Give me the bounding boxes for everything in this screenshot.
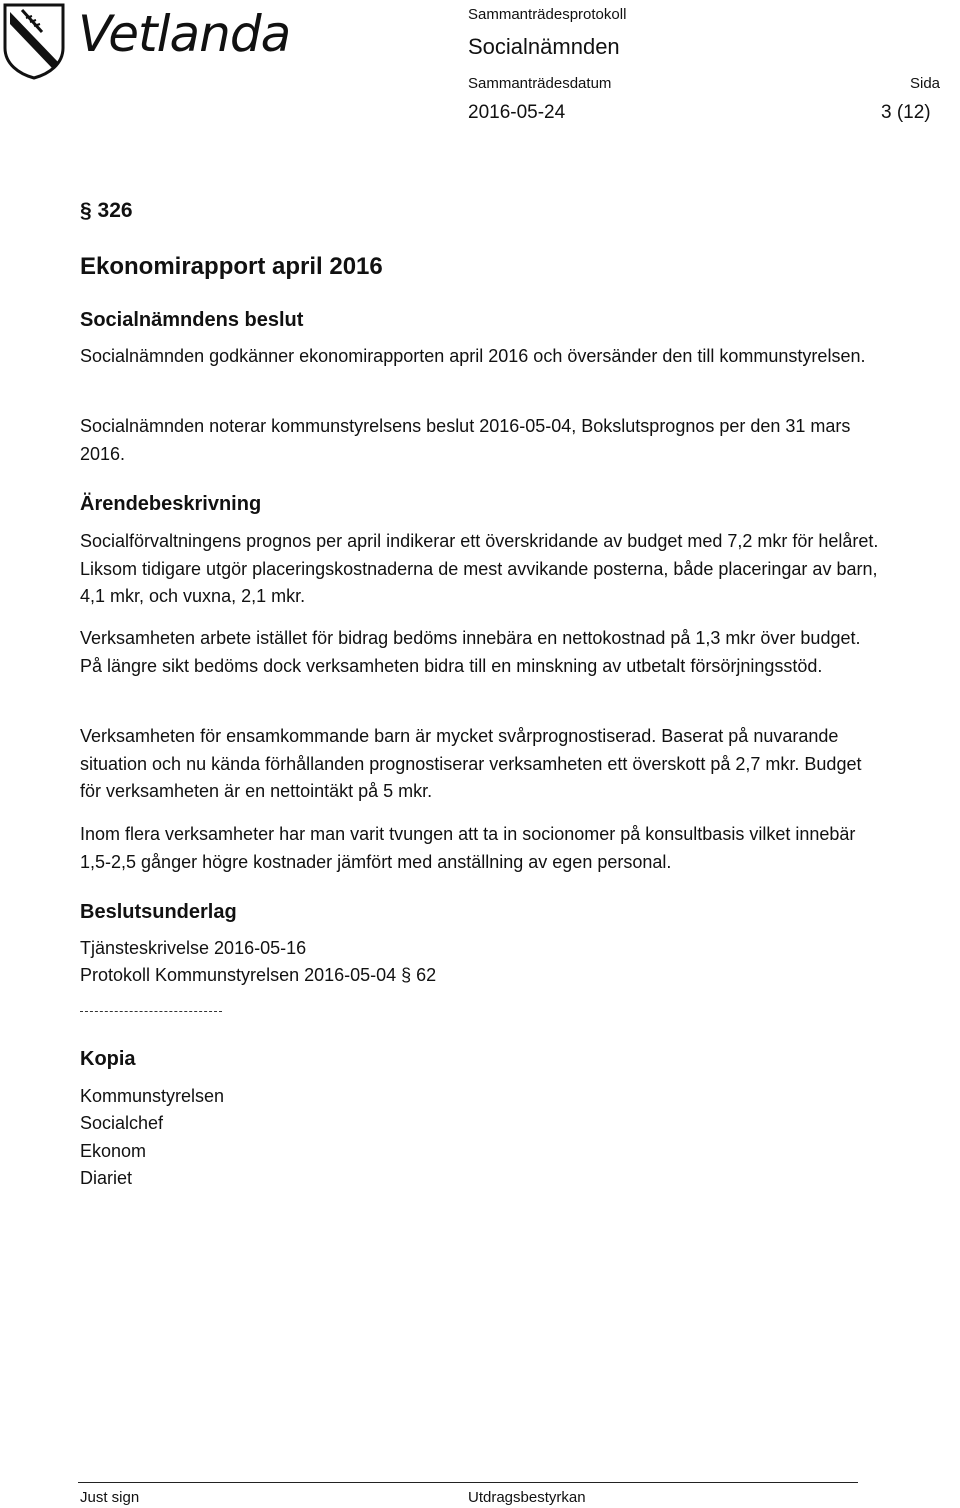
description-paragraph: Verksamheten för ensamkommande barn är mycket svårprognostiserad. Baserat på nuvarande situation och nu kända förhållanden prognostiserar verksamheten ett överskott på 2,7 mkr. Budget för verksamheten är en nettointäkt på 5 mkr.	[80, 726, 862, 801]
divider	[80, 1011, 222, 1012]
extract-label: Utdragsbestyrkan	[468, 1489, 586, 1506]
page-title: Ekonomirapport april 2016	[80, 253, 383, 280]
committee-name: Socialnämnden	[468, 34, 620, 59]
decision-paragraph: Socialnämnden noterar kommunstyrelsens beslut 2016-05-04, Bokslutsprognos per den 31 mars 2016.	[80, 416, 851, 464]
footer-rule	[78, 1482, 858, 1483]
copy-recipient: Diariet	[80, 1168, 133, 1188]
basis-item: Tjänsteskrivelse 2016-05-16	[80, 938, 307, 958]
description-paragraph: Verksamheten arbete istället för bidrag bedöms innebära en nettokostnad på 1,3 mkr över budget. På längre sikt bedöms dock verksamheten bidra till en minskning av utbetalt försörjningsstöd.	[80, 628, 861, 676]
date-label: Sammanträdesdatum	[468, 75, 612, 92]
basis-item: Protokoll Kommunstyrelsen 2016-05-04 § 62	[80, 965, 437, 985]
page-label: Sida	[910, 75, 941, 92]
copy-recipient: Kommunstyrelsen	[80, 1086, 225, 1106]
decision-heading: Socialnämndens beslut	[80, 309, 304, 331]
decision-paragraph: Socialnämnden godkänner ekonomirapporten april 2016 och översänder den till kommunstyrelsen.	[80, 346, 866, 366]
description-paragraph: Socialförvaltningens prognos per april indikerar ett överskridande av budget med 7,2 mkr för helåret. Liksom tidigare utgör placeringskostnaderna de mest avvikande posterna, både placeringar av barn, 4,1 mkr, och vuxna, 2,1 mkr.	[80, 531, 879, 606]
coat-of-arms-icon	[2, 2, 66, 80]
description-paragraph: Inom flera verksamheter har man varit tvungen att ta in socionomer på konsultbasis vilket innebär 1,5-2,5 gånger högre kostnader jämfört med anställning av egen personal.	[80, 824, 856, 872]
description-heading: Ärendebeskrivning	[80, 493, 262, 515]
meeting-date: 2016-05-24	[468, 102, 566, 123]
copy-recipient: Socialchef	[80, 1113, 164, 1133]
page-number: 3 (12)	[881, 102, 931, 123]
basis-heading: Beslutsunderlag	[80, 901, 237, 923]
vetlanda-logo	[0, 0, 300, 80]
sign-label: Just sign	[80, 1489, 140, 1506]
copy-recipient: Ekonom	[80, 1141, 147, 1161]
copy-heading: Kopia	[80, 1048, 136, 1070]
paragraph-number: § 326	[80, 199, 133, 222]
protocol-label: Sammanträdesprotokoll	[468, 6, 627, 23]
logo-wordmark: Vetlanda	[78, 5, 291, 63]
